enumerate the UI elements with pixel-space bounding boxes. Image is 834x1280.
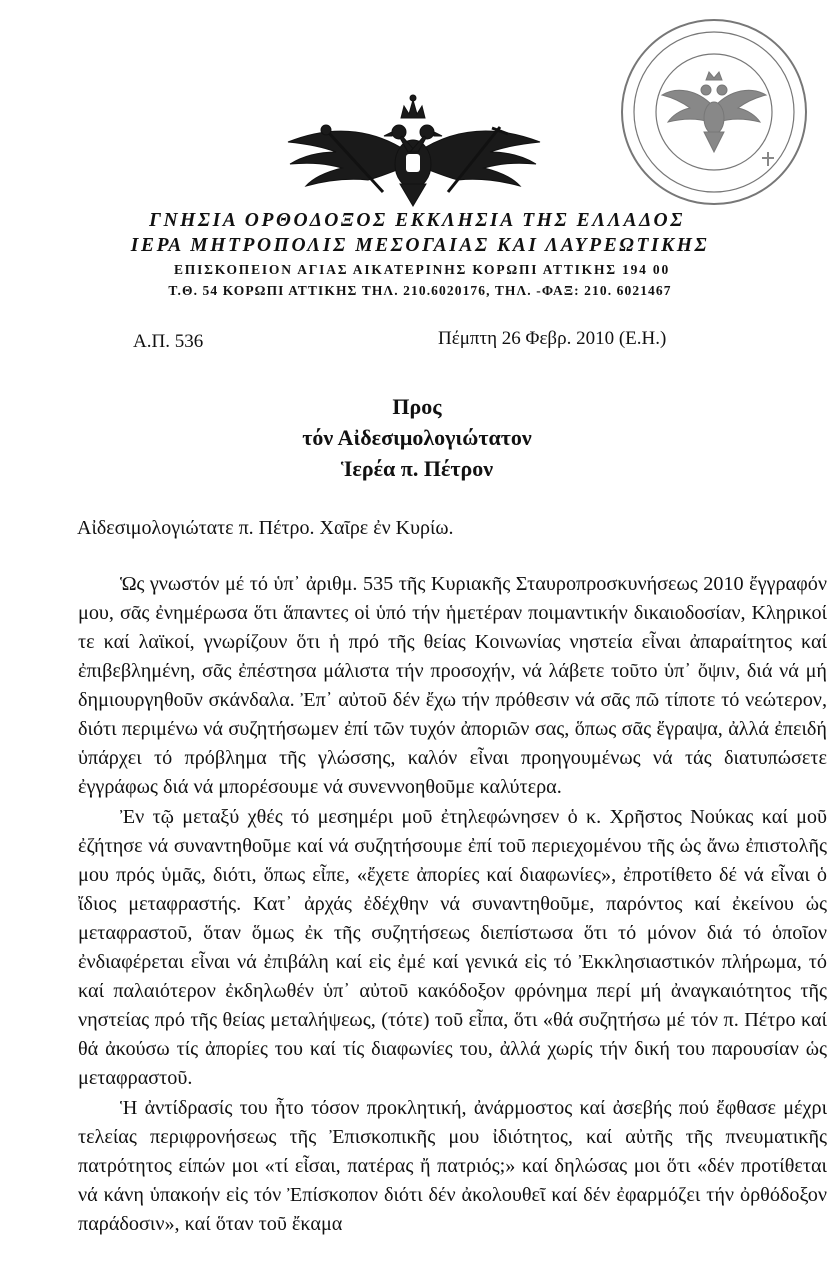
bishopric-address-line: ΕΠΙΣΚΟΠΕΙΟΝ ΑΓΙΑΣ ΑΙΚΑΤΕΡΙΝΗΣ ΚΟΡΩΠΙ ΑΤΤΙΚΗΣ 194 00 (173, 262, 671, 277)
recipient-line-2: τόν Αἰδεσιμολογιώτατον (302, 425, 532, 450)
contact-line: Τ.Θ. 54 ΚΟΡΩΠΙ ΑΤΤΙΚΗΣ ΤΗΛ. 210.6020176, ΤΗΛ. -ΦΑΞ: 210. 6021467 (168, 283, 672, 298)
letter-date: Πέμπτη 26 Φεβρ. 2010 (Ε.Η.) (438, 328, 667, 349)
greeting: Αἰδεσιμολογιώτατε π. Πέτρο. Χαῖρε ἐν Κυρίω. (77, 517, 454, 539)
metropolis-name-line: ΙΕΡΑ ΜΗΤΡΟΠΟΛΙΣ ΜΕΣΟΓΑΙΑΣ ΚΑΙ ΛΑΥΡΕΩΤΙΚΗΣ (130, 235, 710, 256)
paragraph: Ἐν τῷ μεταξύ χθές τό μεσημέρι μοῦ ἐτηλεφώνησεν ὁ κ. Χρῆστος Νούκας καί μοῦ ἐζήτησε νά συναντηθοῦμε καί νά συζητήσουμε ἐπί τοῦ περιεχομένου τῆς ὡς ἄνω ἐπιστολῆς μου πρός ὑμᾶς, διότι, ὅπως εἶπε, «ἔχετε ἀπορίες καί διαφωνίες», ἐπροτίθετο δέ νά εἶναι ὁ ἴδιος μεταφραστής. Κατ᾽ ἀρχάς ἐδέχθην νά συναντηθοῦμε, παρόντος καί ἐκείνου ὡς μεταφραστοῦ, ὅταν ὅμως ἐκ τῆς συζητήσεως διεπίστωσα ὅτι τό μόνον διά τό ὁποῖον ἐνδιαφέρεται εἶναι νά ἐπιβάλη καί εἰς ἐμέ καί γενικά εἰς τό Ἐκκλησιαστικόν πλήρωμα, τό καί παλαιότερον ἐκδηλωθέν ὑπ᾽ αὐτοῦ κακόδοξον φρόνημα περί μή ἀναγκαιότητος τῆς νηστείας πρό τῆς θείας μεταλήψεως, (τότε) τοῦ εἶπα, ὅτι «θά συζητήσω μέ τόν π. Πέτρο καί θά ἀκούσω τίς ἀπορίες του καί τίς διαφωνίες του, ἀλλά χωρίς τήν δική του παρουσίαν ὡς μεταφραστοῦ. (78, 806, 827, 1089)
recipient-line-3: Ἱερέα π. Πέτρον (340, 456, 494, 481)
double-headed-eagle-emblem (268, 92, 558, 207)
metropolis-seal-stamp (612, 10, 817, 215)
paragraph: Ὡς γνωστόν μέ τό ὑπ᾽ ἀριθμ. 535 τῆς Κυριακῆς Σταυροπροσκυνήσεως 2010 ἔγγραφόν μου, σᾶς ἐνημέρωσα ὅτι ἅπαντες οἱ ὑπό τήν ἡμετέραν ποιμαντικήν δικαιοδοσίαν, Κληρικοί τε καί λαϊκοί, γνωρίζουν ὅτι ἡ πρό τῆς θείας Κοινωνίας νηστεία εἶναι ἀπαραίτητος καί ἐπιβεβλημένη, σᾶς ἐπέστησα μάλιστα τήν προσοχήν, νά λάβετε τοῦτο ὑπ᾽ ὄψιν, διά νά μή δημιουργηθοῦν σκάνδαλα. Ἐπ᾽ αὐτοῦ δέν ἔχω τήν πρόθεσιν νά σᾶς πῶ τίποτε τό νεώτερον, διότι περιμένω νά συζητήσωμεν ἐπί τῶν τυχόν ἀποριῶν σας, ὅπως σᾶς ἔγραψα, ἀλλά ἐπειδή ὑπάρχει τό πρόβλημα τῆς γλώσσης, καλόν εἶναι προηγουμένως νά τάς διατυπώσετε ἐγγράφως διά νά μπορέσουμε νά συνεννοηθοῦμε καλύτερα. (78, 573, 827, 798)
recipient-line-1: Προς (392, 394, 442, 419)
church-name-line: ΓΝΗΣΙΑ ΟΡΘΟΔΟΞΟΣ ΕΚΚΛΗΣΙΑ ΤΗΣ ΕΛΛΑΔΟΣ (149, 210, 685, 231)
letter-body (78, 570, 827, 1239)
protocol-number: Α.Π. 536 (133, 331, 204, 352)
paragraph: Ἡ ἀντίδρασίς του ἦτο τόσον προκλητική, ἀνάρμοστος καί ἀσεβής πού ἔφθασε μέχρι τελείας περιφρονήσεως τῆς Ἐπισκοπικῆς μου ἰδιότητος, καί αὐτῆς τῆς πνευματικῆς πατρότητος είπών μοι «τί εἶσαι, πατέρας ἤ πατριός;» καί δηλώσας μοι ὅτι «δέν προτίθεται νά κάνη ὑπακοήν εἰς τόν Ἐπίσκοπον διότι δέν ἀκολουθεῖ καί δέν ἐφαρμόζει τήν ὀρθόδοξον παράδοσιν», καί ὅταν τοῦ ἔκαμα (78, 1097, 827, 1235)
